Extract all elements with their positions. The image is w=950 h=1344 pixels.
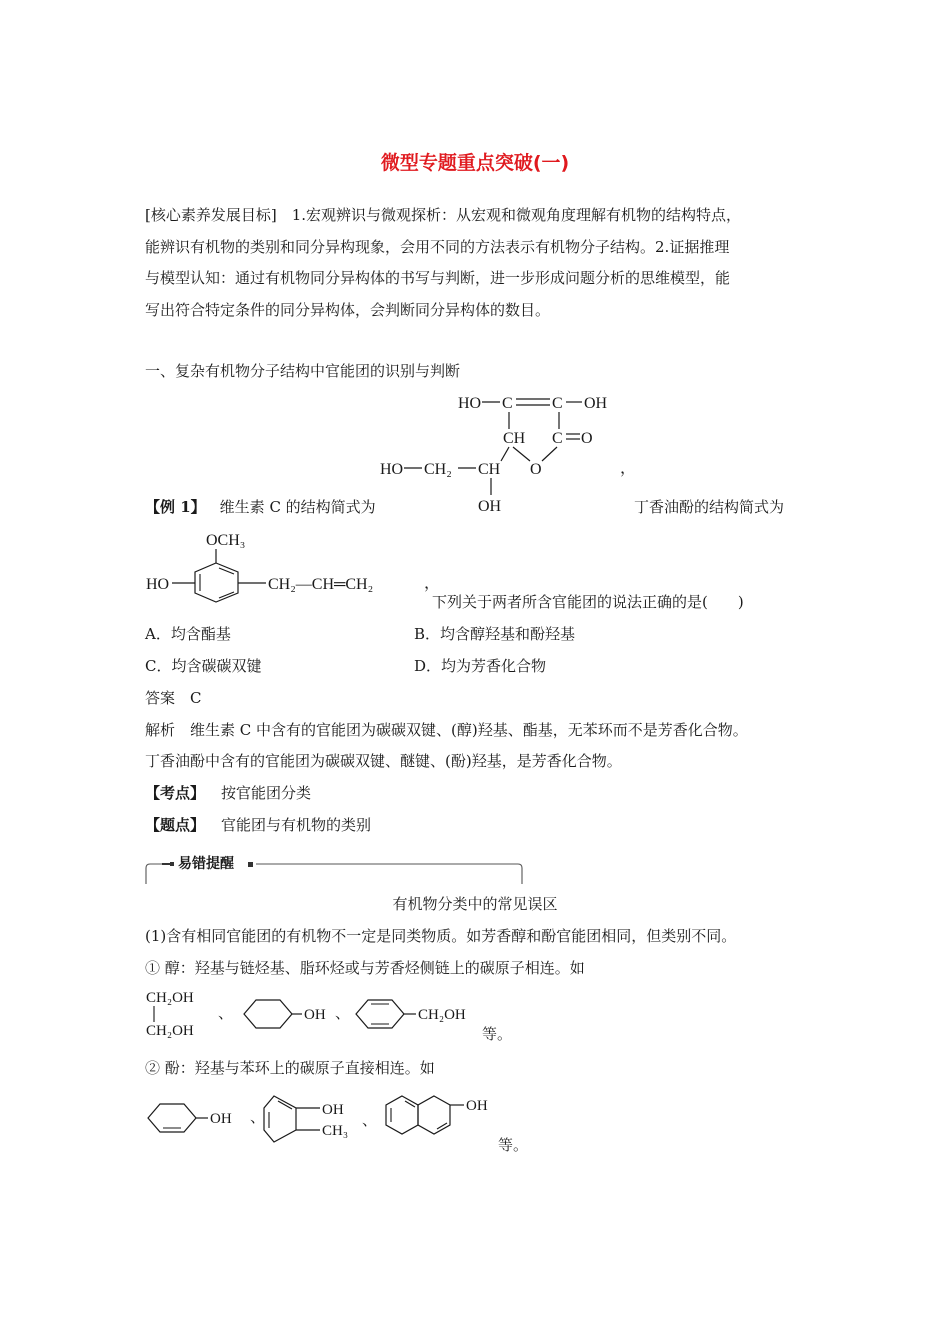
eug-och3: OCH₃: [206, 532, 246, 549]
kaodian: [145, 783, 311, 803]
option-d: D．均为芳香化合物: [414, 657, 547, 675]
sep-4: 、: [362, 1113, 378, 1129]
eug-ho: HO: [146, 576, 170, 593]
phenol-oh: OH: [210, 1111, 232, 1127]
alcohol-examples: [140, 985, 520, 1047]
analysis-line-1: 解析 维生素 C 中含有的官能团为碳碳双键、(醇)羟基、酯基，无苯环而不是芳香化合物。: [145, 721, 748, 739]
sep-2: 、: [335, 1006, 351, 1022]
vc-c2: C: [552, 395, 563, 412]
goals-line-4: 写出符合特定条件的同分异构体，会判断同分异构体的数目。: [145, 301, 551, 319]
glycol-top: CH₂OH: [146, 990, 194, 1006]
phenol-etc: 等。: [498, 1136, 529, 1154]
page-title: 微型专题重点突破(一): [380, 152, 570, 174]
cyclohexanol-oh: OH: [304, 1007, 326, 1023]
vc-ch2: CH₂: [424, 461, 452, 478]
analysis-line-2: 丁香油酚中含有的官能团为碳碳双键、醚键、(酚)羟基，是芳香化合物。: [145, 752, 622, 770]
answer: 答案 C: [145, 689, 202, 707]
kaodian-value: 按官能团分类: [221, 784, 312, 802]
sep-3: 、: [250, 1110, 266, 1126]
vc-ho-left: HO: [380, 461, 404, 478]
vc-c1: C: [502, 395, 513, 412]
goals-line-1: [核心素养发展目标] 1.宏观辨识与微观探析：从宏观和微观角度理解有机物的结构特点，: [145, 206, 742, 224]
vc-ch: CH: [503, 430, 526, 447]
cresol-ch3: CH₃: [322, 1123, 349, 1139]
eug-comma: ，: [424, 575, 441, 592]
reminder-line-1: (1)含有相同官能团的有机物不一定是同类物质。如芳香醇和酚官能团相同，但类别不同。: [145, 927, 737, 945]
reminder-tag: 易错提醒: [178, 856, 234, 872]
section-heading: 一、复杂有机物分子结构中官能团的识别与判断: [145, 362, 461, 380]
vitamin-c-structure: [370, 385, 637, 520]
goals-line-3: 与模型认知：通过有机物同分异构体的书写与判断，进一步形成问题分析的思维模型，能: [145, 269, 731, 287]
phenol-examples: [140, 1088, 520, 1148]
tidian-label: 【题点】: [145, 816, 206, 834]
eug-chain: CH₂—CH═CH₂: [268, 576, 374, 593]
cresol-oh: OH: [322, 1102, 344, 1118]
example-label: 【例 1】: [145, 498, 206, 516]
vc-oh-bottom: OH: [478, 498, 502, 515]
alcohol-etc: 等。: [482, 1025, 513, 1043]
reminder-alcohol: ① 醇：羟基与链烃基、脂环烃或与芳香烃侧链上的碳原子相连。如: [145, 959, 585, 977]
glycol-bottom: CH₂OH: [146, 1023, 194, 1039]
reminder-subtitle: 有机物分类中的常见误区: [392, 895, 558, 913]
vc-carbonyl-o: O: [581, 430, 593, 447]
example-text-b: 丁香油酚的结构简式为: [634, 498, 785, 516]
tidian: [145, 815, 371, 835]
tidian-value: 官能团与有机物的类别: [221, 816, 372, 834]
reminder-phenol: ② 酚：羟基与苯环上的碳原子直接相连。如: [145, 1059, 435, 1077]
option-c: C．均含碳碳双键: [145, 657, 262, 675]
kaodian-label: 【考点】: [145, 784, 206, 802]
example-question: 下列关于两者所含官能团的说法正确的是( ): [432, 593, 744, 611]
goals-line-2: 能辨识有机物的类别和同分异构现象，会用不同的方法表示有机物分子结构。2.证据推理: [145, 238, 730, 256]
sep-1: 、: [218, 1006, 234, 1022]
vc-ch-bottom: CH: [478, 461, 501, 478]
example-text-a: 维生素 C 的结构简式为: [219, 498, 376, 516]
vc-c3: C: [552, 430, 563, 447]
option-b: B．均含醇羟基和酚羟基: [414, 625, 576, 643]
vc-ring-o: O: [530, 461, 542, 478]
benzyl-ch2oh: CH₂OH: [418, 1007, 466, 1023]
example-line: [145, 497, 376, 517]
vc-oh-top: OH: [584, 395, 608, 412]
eugenol-structure: [140, 527, 450, 612]
option-a: A．均含酯基: [145, 625, 231, 643]
vc-comma: ，: [620, 460, 637, 477]
naphthol-oh: OH: [466, 1098, 488, 1114]
vc-ho-top: HO: [458, 395, 482, 412]
